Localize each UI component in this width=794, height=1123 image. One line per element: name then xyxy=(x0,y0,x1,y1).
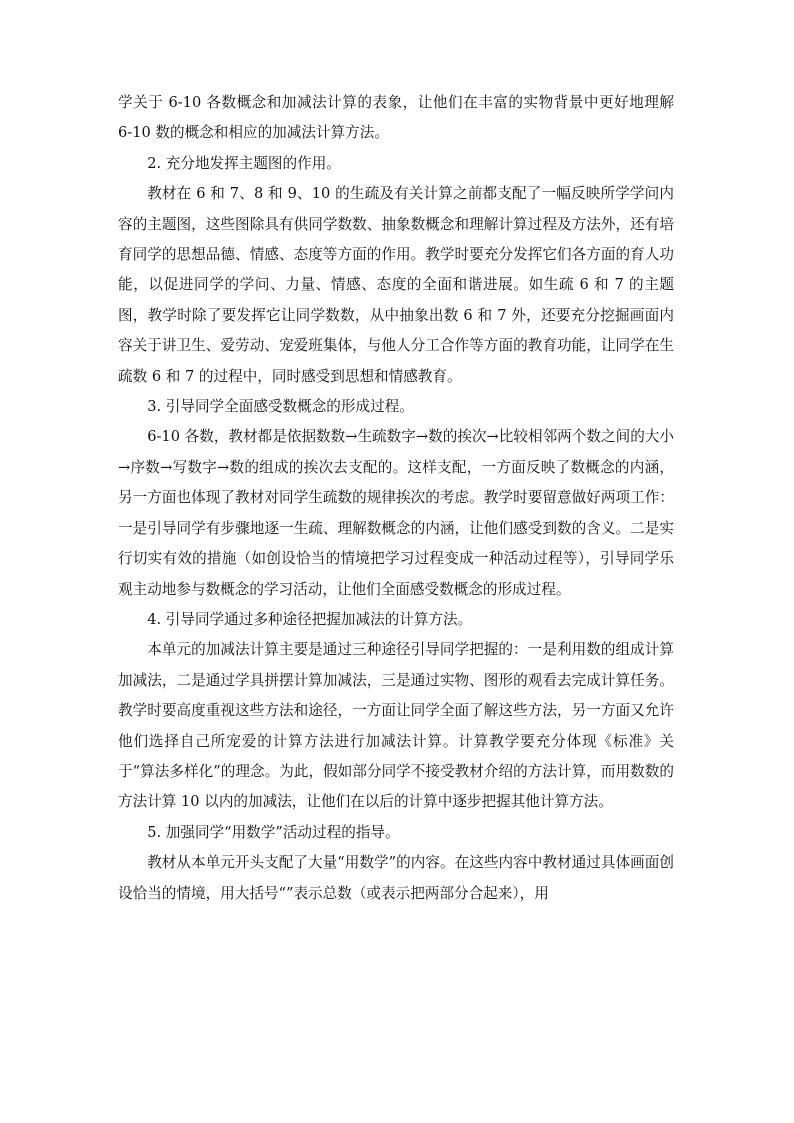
document-body xyxy=(118,88,674,909)
paragraph-theme-map: 教材在 6 和 7、8 和 9、10 的生疏及有关计算之前都支配了一幅反映所学学问内容的主题图，这些图除具有供同学数数、抽象数概念和理解计算过程及方法外，还有培育同学的思想品德、情感、态度等方面的作用。教学时要充分发挥它们各方面的育人功能，以促进同学的学问、力量、情感、态度的全面和谐进展。如生疏 6 和 7 的主题图，教学时除了要发挥它让同学数数，从中抽象出数 6 和 7 外，还要充分挖掘画面内容关于讲卫生、爱劳动、宠爱班集体，与他人分工合作等方面的教育功能，让同学在生疏数 6 和 7 的过程中，同时感受到思想和情感教育。 xyxy=(118,185,674,385)
heading-point-5: 5. 加强同学“用数学”活动过程的指导。 xyxy=(147,823,400,841)
paragraph-continuation: 学关于 6-10 各数概念和加减法计算的表象，让他们在丰富的实物背景中更好地理解 6-10 数的概念和相应的加减法计算方法。 xyxy=(118,94,674,142)
paragraph-number-concept: 6-10 各数，教材都是依据数数→生疏数字→数的挨次→比较相邻两个数之间的大小→序数→写数字→数的组成的挨次去支配的。这样支配，一方面反映了数概念的内涵，另一方面也体现了教材对同学生疏数的规律挨次的考虑。教学时要留意做好两项工作：一是引导同学有步骤地逐一生疏、理解数概念的内涵，让他们感受到数的含义。二是实行切实有效的措施（如创设恰当的情境把学习过程变成一种活动过程等），引导同学乐观主动地参与数概念的学习活动，让他们全面感受数概念的形成过程。 xyxy=(118,428,674,598)
heading-point-4: 4. 引导同学通过多种途径把握加减法的计算方法。 xyxy=(147,610,473,628)
paragraph-calculation-methods: 本单元的加减法计算主要是通过三种途径引导同学把握的：一是利用数的组成计算加减法，二是通过学具拼摆计算加减法，三是通过实物、图形的观看去完成计算任务。教学时要高度重视这些方法和途径，一方面让同学全面了解这些方法，另一方面又允许他们选择自己所宠爱的计算方法进行加减法计算。计算教学要充分体现《标准》关于“算法多样化”的理念。为此，假如部分同学不接受教材介绍的方法计算，而用数数的方法计算 10 以内的加减法，让他们在以后的计算中逐步把握其他计算方法。 xyxy=(118,641,674,811)
paragraph-use-math: 教材从本单元开头支配了大量“用数学”的内容。在这些内容中教材通过具体画面创设恰当的情境，用大括号“”表示总数（或表示把两部分合起来），用 xyxy=(118,854,674,902)
heading-point-3: 3. 引导同学全面感受数概念的形成过程。 xyxy=(147,398,414,416)
heading-point-2: 2. 充分地发挥主题图的作用。 xyxy=(147,154,341,172)
